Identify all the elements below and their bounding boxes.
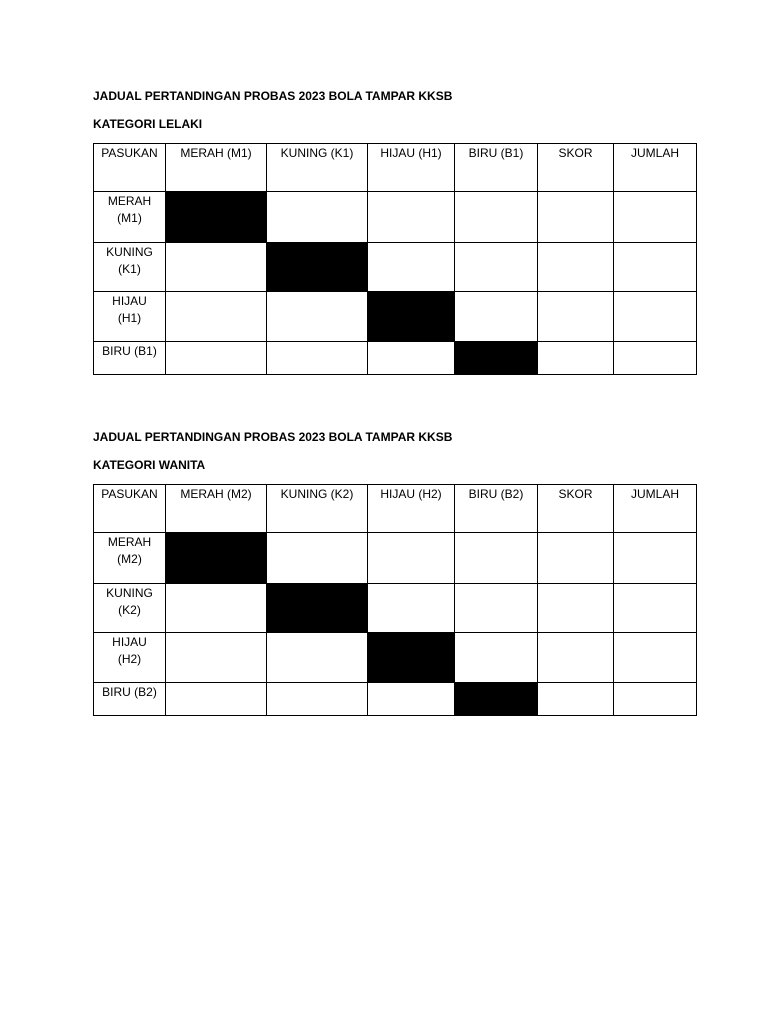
table-row	[94, 533, 697, 584]
schedule-section-wanita	[93, 430, 696, 716]
header-cell-merah: MERAH (M1)	[166, 144, 267, 192]
score-cell	[166, 633, 267, 683]
schedule-title: JADUAL PERTANDINGAN PROBAS 2023 BOLA TAMPAR KKSB	[93, 430, 453, 444]
blocked-cell	[166, 533, 267, 584]
jumlah-cell	[614, 633, 697, 683]
table-header-row	[94, 485, 697, 533]
skor-cell	[538, 633, 614, 683]
score-cell	[267, 292, 368, 342]
header-cell-skor: SKOR	[538, 144, 614, 192]
team-name-cell: BIRU (B1)	[94, 342, 166, 375]
skor-cell	[538, 292, 614, 342]
header-cell-pasukan: PASUKAN	[94, 144, 166, 192]
match-table	[93, 143, 697, 375]
score-cell	[267, 192, 368, 243]
skor-cell	[538, 342, 614, 375]
team-name-cell: HIJAU (H2)	[94, 633, 166, 683]
category-label: KATEGORI LELAKI	[93, 117, 203, 131]
team-name-cell: BIRU (B2)	[94, 683, 166, 716]
skor-cell	[538, 584, 614, 633]
skor-cell	[538, 683, 614, 716]
score-cell	[368, 683, 455, 716]
table-row	[94, 192, 697, 243]
score-cell	[368, 533, 455, 584]
score-cell	[368, 342, 455, 375]
table-row	[94, 584, 697, 633]
blocked-cell	[455, 683, 538, 716]
score-cell	[166, 292, 267, 342]
score-cell	[267, 683, 368, 716]
score-cell	[166, 243, 267, 292]
header-cell-kuning: KUNING (K2)	[267, 485, 368, 533]
header-cell-merah: MERAH (M2)	[166, 485, 267, 533]
table-header-row	[94, 144, 697, 192]
score-cell	[166, 584, 267, 633]
jumlah-cell	[614, 243, 697, 292]
team-name-cell: MERAH (M1)	[94, 192, 166, 243]
score-cell	[455, 192, 538, 243]
table-row	[94, 683, 697, 716]
score-cell	[368, 192, 455, 243]
jumlah-cell	[614, 683, 697, 716]
match-table	[93, 484, 697, 716]
jumlah-cell	[614, 192, 697, 243]
score-cell	[267, 633, 368, 683]
category-label: KATEGORI WANITA	[93, 458, 206, 472]
blocked-cell	[267, 584, 368, 633]
header-cell-skor: SKOR	[538, 485, 614, 533]
team-name-cell: MERAH (M2)	[94, 533, 166, 584]
score-cell	[455, 292, 538, 342]
score-cell	[368, 243, 455, 292]
score-cell	[267, 533, 368, 584]
table-row	[94, 292, 697, 342]
header-cell-jumlah: JUMLAH	[614, 485, 697, 533]
blocked-cell	[166, 192, 267, 243]
blocked-cell	[368, 292, 455, 342]
score-cell	[267, 342, 368, 375]
jumlah-cell	[614, 342, 697, 375]
team-name-cell: KUNING (K1)	[94, 243, 166, 292]
score-cell	[455, 633, 538, 683]
jumlah-cell	[614, 584, 697, 633]
score-cell	[455, 243, 538, 292]
skor-cell	[538, 192, 614, 243]
table-row	[94, 342, 697, 375]
jumlah-cell	[614, 292, 697, 342]
header-cell-hijau: HIJAU (H2)	[368, 485, 455, 533]
table-row	[94, 633, 697, 683]
score-cell	[455, 533, 538, 584]
header-cell-pasukan: PASUKAN	[94, 485, 166, 533]
header-cell-hijau: HIJAU (H1)	[368, 144, 455, 192]
skor-cell	[538, 533, 614, 584]
schedule-section-lelaki	[93, 89, 696, 375]
header-cell-biru: BIRU (B1)	[455, 144, 538, 192]
team-name-cell: HIJAU (H1)	[94, 292, 166, 342]
jumlah-cell	[614, 533, 697, 584]
score-cell	[368, 584, 455, 633]
blocked-cell	[368, 633, 455, 683]
schedule-title: JADUAL PERTANDINGAN PROBAS 2023 BOLA TAMPAR KKSB	[93, 89, 453, 103]
blocked-cell	[267, 243, 368, 292]
header-cell-jumlah: JUMLAH	[614, 144, 697, 192]
score-cell	[166, 342, 267, 375]
header-cell-biru: BIRU (B2)	[455, 485, 538, 533]
header-cell-kuning: KUNING (K1)	[267, 144, 368, 192]
score-cell	[166, 683, 267, 716]
team-name-cell: KUNING (K2)	[94, 584, 166, 633]
table-row	[94, 243, 697, 292]
skor-cell	[538, 243, 614, 292]
blocked-cell	[455, 342, 538, 375]
score-cell	[455, 584, 538, 633]
